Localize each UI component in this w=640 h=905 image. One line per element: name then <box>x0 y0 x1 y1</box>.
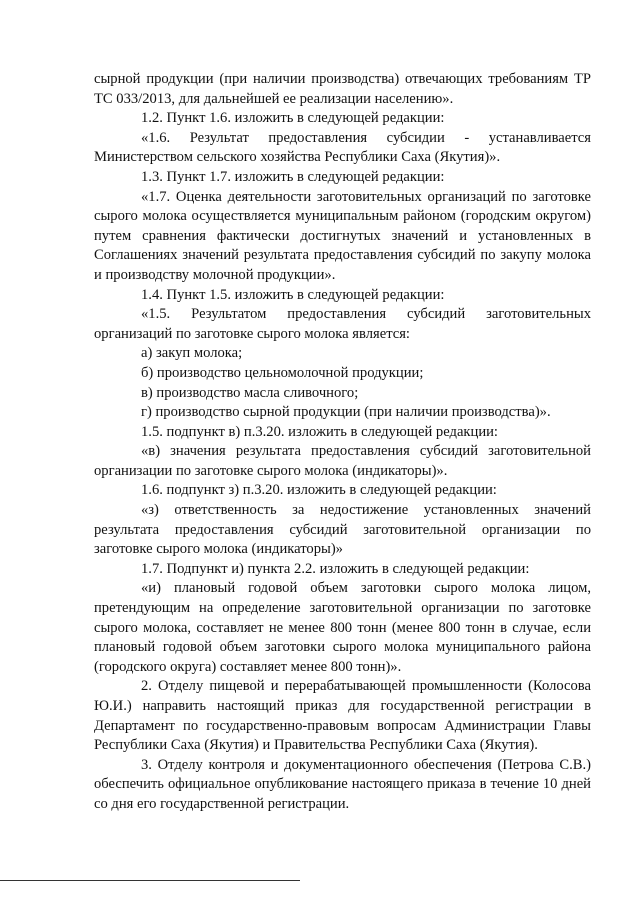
paragraph-continuation: сырной продукции (при наличии производства) отвечающих требованиям ТР ТС 033/2013, для дальнейшей ее реализации населению». <box>94 71 591 107</box>
footnote-divider <box>0 880 300 881</box>
paragraph-item-1-3: 1.3. Пункт 1.7. изложить в следующей редакции: <box>141 168 445 185</box>
paragraph-clause-1-6: «1.6. Результат предоставления субсидии - устанавливается Министерством сельского хозяйства Республики Саха (Якутия)». <box>94 129 591 166</box>
paragraph-subclause-v: «в) значения результата предоставления субсидий заготовительной организации по заготовке сырого молока (индикаторы)». <box>94 443 591 479</box>
paragraph-item-1-7: 1.7. Подпункт и) пункта 2.2. изложить в следующей редакции: <box>141 560 530 577</box>
paragraph-item-1-6: 1.6. подпункт з) п.3.20. изложить в следующей редакции: <box>141 482 497 499</box>
paragraph-item-1-5: 1.5. подпункт в) п.3.20. изложить в следующей редакции: <box>141 423 498 440</box>
paragraph-clause-1-5: «1.5. Результатом предоставления субсидий заготовительных организаций по заготовке сырого молока является: <box>94 306 591 342</box>
list-item-b: б) производство цельномолочной продукции; <box>141 364 424 381</box>
paragraph-clause-1-7: «1.7. Оценка деятельности заготовительных организаций по заготовке сырого молока осуществляется муниципальным районом (городским округом) путем сравнения фактически достигнутых значений и установленных в Соглашениях значений результата предоставления субсидий по закупу молока и производству молочной продукции». <box>94 188 591 283</box>
document-body <box>94 70 591 815</box>
paragraph-item-3: 3. Отделу контроля и документационного обеспечения (Петрова С.В.) обеспечить официальное опубликование настоящего приказа в течение 10 дней со дня его государственной регистрации. <box>94 756 591 812</box>
paragraph-item-1-4: 1.4. Пункт 1.5. изложить в следующей редакции: <box>141 286 445 303</box>
paragraph-item-1-2: 1.2. Пункт 1.6. изложить в следующей редакции: <box>141 110 445 127</box>
paragraph-item-2: 2. Отделу пищевой и перерабатывающей промышленности (Колосова Ю.И.) направить настоящий приказ для государственной регистрации в Департамент по государственно-правовым вопросам Администрации Главы Республики Саха (Якутия) и Правительства Республики Саха (Якутия). <box>94 678 591 754</box>
paragraph-subclause-z: «з) ответственность за недостижение установленных значений результата предоставления субсидий заготовительной организации по заготовке сырого молока (индикаторы)» <box>94 502 591 558</box>
list-item-a: а) закуп молока; <box>141 345 243 362</box>
paragraph-subclause-i: «и) плановый годовой объем заготовки сырого молока лицом, претендующим на определение заготовительной организации по заготовке сырого молока, составляет не менее 800 тонн (менее 800 тонн в случае, если плановый годовой объем заготовки сырого молока муниципального района (городского округа) составляет менее 800 тонн)». <box>94 580 591 675</box>
list-item-v: в) производство масла сливочного; <box>141 384 359 401</box>
list-item-g: г) производство сырной продукции (при наличии производства)». <box>141 404 551 421</box>
